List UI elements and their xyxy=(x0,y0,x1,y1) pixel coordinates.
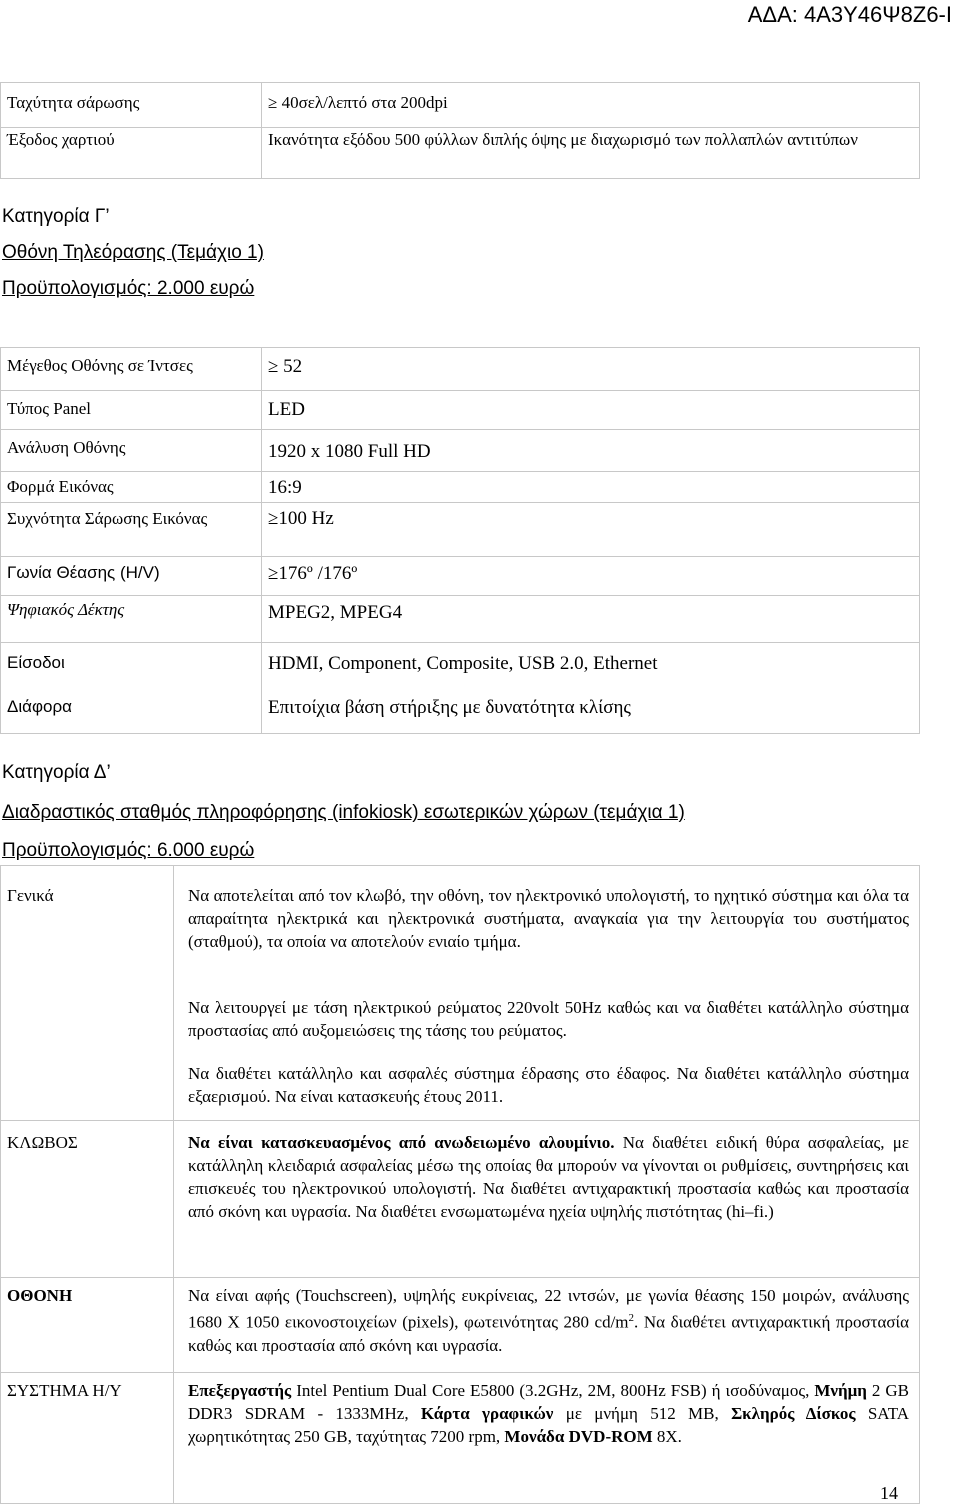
section-d-budget: Προϋπολογισμός: 6.000 ευρώ xyxy=(2,840,255,861)
spec-value: 16:9 xyxy=(262,472,920,503)
spec-label: Ψηφιακός Δέκτης xyxy=(1,596,262,643)
section-c-item: Οθόνη Τηλεόρασης (Τεμάχιο 1) xyxy=(2,242,264,263)
spec-value xyxy=(174,1278,920,1373)
table-row xyxy=(1,557,920,596)
spec-label: Ταχύτητα σάρωσης xyxy=(1,83,262,128)
table-row xyxy=(1,643,920,692)
screen-text-a: Να είναι αφής (Touchscreen), υψηλής ευκρίνειας, 22 ιντσών, με γωνία θέασης 150 μοιρών, ανάλυσης 1680 Χ 1050 εικονοστοιχείων (pixels), φωτεινότητας 280 cd/m xyxy=(188,1286,909,1332)
section-c-title: Κατηγορία Γ’ xyxy=(2,206,110,227)
spec-label: Διάφορα xyxy=(1,691,262,734)
spec-value: ≥100 Hz xyxy=(262,503,920,557)
table-row xyxy=(1,984,920,1054)
table-row xyxy=(1,866,920,985)
table-row xyxy=(1,1278,920,1373)
spec-label: ΣΥΣΤΗΜΑ Η/Υ xyxy=(1,1373,174,1504)
screen-sup: 2 xyxy=(628,1312,635,1324)
table-row xyxy=(1,472,920,503)
spec-value: ≥176º /176º xyxy=(262,557,920,596)
table-row xyxy=(1,596,920,643)
section-d-title-text: Κατηγορία Δ’ xyxy=(2,762,111,783)
table-row xyxy=(1,391,920,430)
spec-value: MPEG2, MPEG4 xyxy=(262,596,920,643)
spec-label: Ανάλυση Οθόνης xyxy=(1,430,262,472)
cage-text: Να διαθέτει ειδική θύρα ασφαλείας, με κατάλληλη κλειδαριά ασφαλείας μέσω της οποίας θα μπορούν να γίνονται οι ρυθμίσεις, συντηρήσεις και επισκευές του ηλεκτρονικού υπολογιστή. Να διαθέτει αντιχαρακτική προστασία καθώς και προστασία από σκόνη και υγρασία. Να διαθέτει ενσωματωμένα ηχεία υψηλής πιστότητας (hi–fi.) xyxy=(188,1133,909,1221)
spec-label: Είσοδοι xyxy=(1,643,262,692)
pc-cpu-label: Επεξεργαστής xyxy=(188,1381,292,1400)
spec-value xyxy=(174,1373,920,1504)
table-row xyxy=(1,1054,920,1121)
spec-value: ≥ 40σελ/λεπτό στα 200dpi xyxy=(262,83,920,128)
spec-value: Να λειτουργεί με τάση ηλεκτρικού ρεύματος 220volt 50Hz καθώς και να διαθέτει κατάλληλο σύστημα προστασίας από αυξομειώσεις της τάσης του ρεύματος. xyxy=(174,984,920,1054)
pc-hdd: SATA χωρητικότητας 250 GB, ταχύτητας 7200 rpm, xyxy=(188,1404,909,1446)
section-d-item: Διαδραστικός σταθμός πληροφόρησης (infokiosk) εσωτερικών χώρων (τεμάχια 1) xyxy=(2,802,685,823)
table-row xyxy=(1,83,920,128)
spec-label: ΚΛΩΒΟΣ xyxy=(1,1121,174,1278)
spec-value: Επιτοίχια βάση στήριξης με δυνατότητα κλίσης xyxy=(262,691,920,734)
spec-value: ≥ 52 xyxy=(262,348,920,391)
pc-cpu: Intel Pentium Dual Core E5800 (3.2GHz, 2M, 800Hz FSB) ή ισοδύναμος, xyxy=(291,1381,815,1400)
spec-label: ΟΘΟΝΗ xyxy=(1,1278,174,1373)
infokiosk-spec-table xyxy=(0,865,920,1504)
pc-ram: 2 GB DDR3 SDRAM - 1333MHz, xyxy=(188,1381,909,1423)
spec-value: LED xyxy=(262,391,920,430)
pc-ram-label: Μνήμη xyxy=(814,1381,867,1400)
table-row xyxy=(1,691,920,734)
page-number: 14 xyxy=(880,1483,898,1503)
spec-label: Γωνία Θέασης (H/V) xyxy=(1,557,262,596)
spec-label-empty xyxy=(1,984,174,1054)
spec-label: Φορμά Εικόνας xyxy=(1,472,262,503)
pc-gpu: με μνήμη 512 MB, xyxy=(553,1404,732,1423)
spec-value: Ικανότητα εξόδου 500 φύλλων διπλής όψης με διαχωρισμό των πολλαπλών αντιτύπων xyxy=(262,128,920,179)
ada-code: ΑΔΑ: 4Α3Υ46Ψ8Ζ6-Ι xyxy=(747,2,952,27)
table-row xyxy=(1,1373,920,1504)
spec-value: 1920 x 1080 Full HD xyxy=(262,430,920,472)
spec-value: Να διαθέτει κατάλληλο και ασφαλές σύστημα έδρασης στο έδαφος. Να διαθέτει κατάλληλο σύστημα εξαερισμού. Να είναι κατασκευής έτους 2011. xyxy=(174,1054,920,1121)
spec-value xyxy=(174,1121,920,1278)
pc-hdd-label: Σκληρός Δίσκος xyxy=(731,1404,856,1423)
spec-label: Γενικά xyxy=(1,866,174,985)
spec-label: Τύπος Panel xyxy=(1,391,262,430)
spec-value: HDMI, Component, Composite, USB 2.0, Ethernet xyxy=(262,643,920,692)
pc-gpu-label: Κάρτα γραφικών xyxy=(420,1404,554,1423)
table-row xyxy=(1,348,920,391)
section-c-budget: Προϋπολογισμός: 2.000 ευρώ xyxy=(2,278,255,299)
pc-dvd-label: Μονάδα DVD-ROM xyxy=(504,1427,653,1446)
pc-dvd: 8X. xyxy=(652,1427,682,1446)
spec-label: Συχνότητα Σάρωσης Εικόνας xyxy=(1,503,262,557)
spec-label: Έξοδος χαρτιού xyxy=(1,128,262,179)
tv-spec-table xyxy=(0,347,920,734)
spec-label: Μέγεθος Οθόνης σε Ίντσες xyxy=(1,348,262,391)
table-row xyxy=(1,430,920,472)
section-d-title xyxy=(2,762,111,784)
table-row xyxy=(1,1121,920,1278)
cage-bold-text: Να είναι κατασκευασμένος από ανωδειωμένο αλουμίνιο. xyxy=(188,1133,615,1152)
scanner-spec-table xyxy=(0,82,920,179)
table-row xyxy=(1,128,920,179)
spec-value: Να αποτελείται από τον κλωβό, την οθόνη, τον ηλεκτρονικό υπολογιστή, το ηχητικό σύστημα και όλα τα απαραίτητα ηλεκτρικά και ηλεκτρονικά συστήματα, αναγκαία για την λειτουργία του συστήματος (σταθμού), τα οποία να αποτελούν ενιαίο τμήμα. xyxy=(174,866,920,985)
table-row xyxy=(1,503,920,557)
screen-text-b: . Να διαθέτει αντιχαρακτική προστασία καθώς και προστασία από σκόνη και υγρασία. xyxy=(188,1312,909,1355)
spec-label-empty xyxy=(1,1054,174,1121)
